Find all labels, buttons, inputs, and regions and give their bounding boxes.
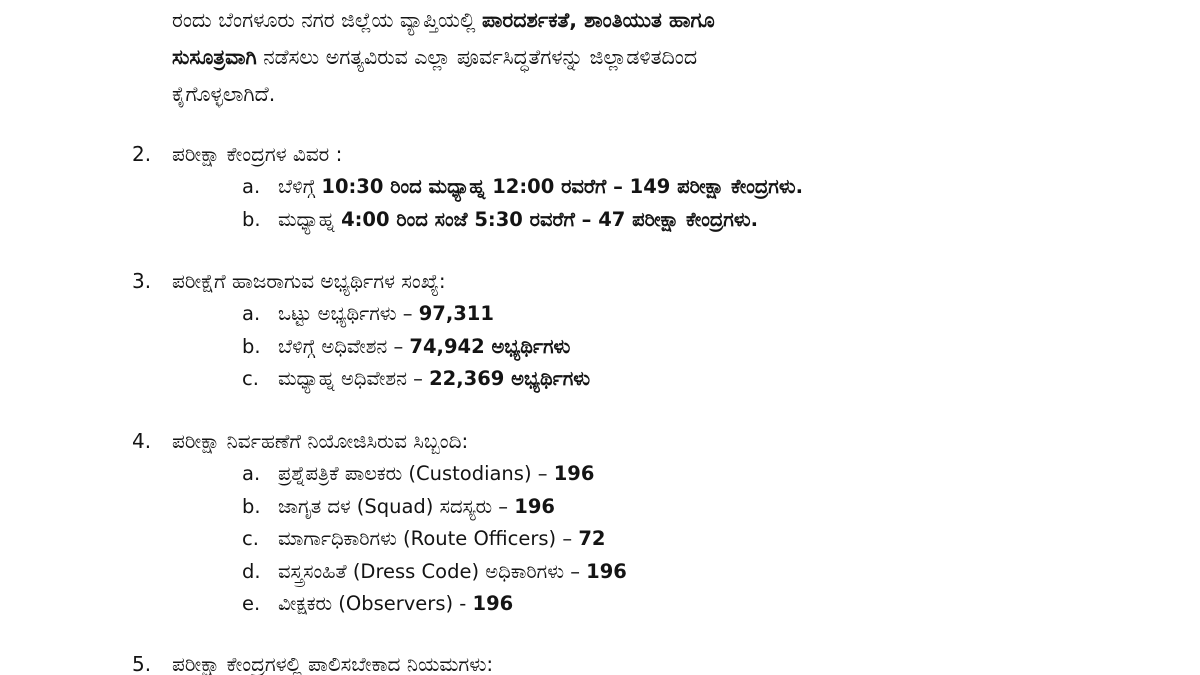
item-bold-text: 74,942 ಅಭ್ಯರ್ಥಿಗಳು	[409, 334, 571, 358]
intro-line-1-text: ರಂದು ಬೆಂಗಳೂರು ನಗರ ಜಿಲ್ಲೆಯ ವ್ಯಾಪ್ತಿಯಲ್ಲಿ	[172, 8, 483, 32]
item-text: ವೀಕ್ಷಕರು (Observers) -	[278, 592, 473, 615]
list-item	[242, 331, 1092, 364]
item-bold-text: 97,311	[418, 302, 494, 325]
section-title: ಪರೀಕ್ಷಾ ಕೇಂದ್ರಗಳ ವಿವರ :	[172, 142, 343, 166]
intro-line-2-bold: ಸುಸೂತ್ರವಾಗಿ	[172, 45, 257, 69]
item-bold-text: 196	[514, 494, 555, 518]
section-staff-deployed	[132, 425, 1092, 621]
list-item	[242, 556, 1092, 589]
item-text: ವಸ್ತ್ರಸಂಹಿತೆ (Dress Code) ಅಧಿಕಾರಿಗಳು –	[278, 559, 587, 583]
section-title: ಪರೀಕ್ಷೆಗೆ ಹಾಜರಾಗುವ ಅಭ್ಯರ್ಥಿಗಳ ಸಂಖ್ಯೆ:	[172, 269, 446, 293]
intro-line-2	[172, 39, 1032, 76]
item-text: ಮಧ್ಯಾಹ್ನ ಅಧಿವೇಶನ –	[278, 367, 430, 390]
section-title: ಪರೀಕ್ಷಾ ಕೇಂದ್ರಗಳಲ್ಲಿ ಪಾಲಿಸಬೇಕಾದ ನಿಯಮಗಳು:	[172, 652, 494, 675]
item-text: ಬೆಳಿಗ್ಗೆ ಅಧಿವೇಶನ –	[278, 334, 410, 358]
list-item	[242, 491, 1092, 524]
intro-line-1	[172, 2, 1032, 39]
section-heading	[132, 265, 1092, 298]
list-item	[242, 588, 1092, 621]
section-heading	[132, 648, 1092, 675]
item-bold-text: 72	[578, 527, 606, 550]
item-text: ಒಟ್ಟು ಅಭ್ಯರ್ಥಿಗಳು –	[278, 302, 419, 325]
section-exam-centres	[132, 138, 1092, 236]
item-bold-text: 196	[553, 462, 595, 485]
item-text: ಮಧ್ಯಾಹ್ನ	[278, 207, 342, 231]
section-number: 3.	[132, 269, 152, 293]
section-number: 4.	[132, 429, 152, 453]
item-bold-text: 22,369 ಅಭ್ಯರ್ಥಿಗಳು	[429, 367, 591, 390]
item-letter: a.	[242, 175, 261, 198]
item-letter: b.	[242, 494, 261, 518]
item-letter: a.	[242, 302, 261, 325]
list-item	[242, 363, 1092, 396]
section-exam-rules	[132, 648, 1092, 675]
item-letter: c.	[242, 527, 259, 550]
section-item-list	[242, 458, 1092, 621]
intro-paragraph	[172, 2, 1032, 113]
item-bold-text: 10:30 ರಿಂದ ಮಧ್ಯಾಹ್ನ 12:00 ರವರೆಗೆ – 149 ಪರೀಕ್ಷಾ ಕೇಂದ್ರಗಳು.	[321, 175, 804, 198]
item-letter: d.	[242, 559, 261, 583]
section-heading	[132, 138, 1092, 171]
list-item	[242, 523, 1092, 556]
item-bold-text: 196	[586, 559, 627, 583]
item-letter: b.	[242, 207, 261, 231]
list-item	[242, 298, 1092, 331]
section-item-list	[242, 171, 1092, 236]
item-bold-text: 196	[472, 592, 514, 615]
intro-line-3: ಕೈಗೊಳ್ಳಲಾಗಿದೆ.	[172, 82, 276, 106]
section-candidate-count	[132, 265, 1092, 396]
list-item	[242, 458, 1092, 491]
intro-line-1-bold: ಪಾರದರ್ಶಕತೆ, ಶಾಂತಿಯುತ ಹಾಗೂ	[482, 8, 715, 32]
item-text: ಜಾಗೃತ ದಳ (Squad) ಸದಸ್ಯರು –	[278, 494, 515, 518]
item-letter: a.	[242, 462, 261, 485]
section-heading	[132, 425, 1092, 458]
item-text: ಮಾರ್ಗಾಧಿಕಾರಿಗಳು (Route Officers) –	[278, 527, 579, 550]
list-item	[242, 171, 1092, 204]
section-number: 5.	[132, 652, 152, 675]
item-text: ಪ್ರಶ್ನೆಪತ್ರಿಕೆ ಪಾಲಕರು (Custodians) –	[278, 462, 554, 485]
item-letter: e.	[242, 592, 261, 615]
item-text: ಬೆಳಿಗ್ಗೆ	[278, 175, 322, 198]
section-item-list	[242, 298, 1092, 396]
section-number: 2.	[132, 142, 152, 166]
intro-line-2-text: ನಡೆಸಲು ಅಗತ್ಯವಿರುವ ಎಲ್ಲಾ ಪೂರ್ವಸಿದ್ಧತೆಗಳನ್ನು ಜಿಲ್ಲಾಡಳಿತದಿಂದ	[256, 45, 698, 69]
item-letter: b.	[242, 334, 261, 358]
section-title: ಪರೀಕ್ಷಾ ನಿರ್ವಹಣೆಗೆ ನಿಯೋಜಿಸಿರುವ ಸಿಬ್ಬಂದಿ:	[172, 429, 469, 453]
item-letter: c.	[242, 367, 259, 390]
list-item	[242, 204, 1092, 237]
item-bold-text: 4:00 ರಿಂದ ಸಂಜೆ 5:30 ರವರೆಗೆ – 47 ಪರೀಕ್ಷಾ ಕೇಂದ್ರಗಳು.	[341, 207, 759, 231]
